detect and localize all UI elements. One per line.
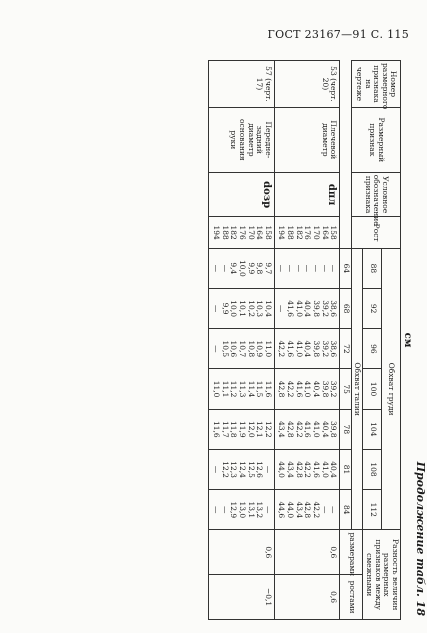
bust-value: 104	[363, 409, 382, 449]
cell-value: —	[320, 264, 330, 273]
table-row	[209, 61, 274, 620]
cell-value: 41,6	[286, 300, 296, 317]
height-value: 158	[329, 225, 339, 240]
header-designation: Условное обозначение признака	[351, 172, 400, 217]
cell-value: —	[212, 506, 222, 514]
waist-value: 72	[340, 329, 352, 369]
cell-value: —	[212, 304, 222, 313]
height-value: 182	[229, 225, 239, 240]
waist-value: 81	[340, 449, 352, 489]
cell-value: 11,6	[212, 420, 222, 438]
cell-value: —	[303, 264, 313, 273]
cell-value: —	[277, 304, 287, 313]
cell-value: 12,5	[246, 461, 256, 478]
row-number: 57 (черт. 17)	[209, 61, 274, 108]
waist-value: 64	[340, 248, 352, 288]
cell-value: 10,8	[246, 340, 256, 358]
bust-value: 100	[363, 369, 382, 409]
cell-value: 12,1	[255, 420, 265, 438]
cell-value: 44,6	[277, 501, 287, 519]
cell-value: —	[329, 506, 339, 514]
cell-value: —	[277, 264, 287, 273]
value-column	[274, 248, 339, 288]
cell-value: 9,4	[229, 262, 239, 275]
value-column	[209, 409, 274, 449]
cell-value: 39,8	[312, 340, 321, 358]
cell-value: 41,0	[294, 340, 304, 358]
diff-sizes: 0,6	[274, 530, 339, 575]
value-column	[209, 329, 274, 369]
cell-value: 10,7	[238, 340, 247, 358]
cell-value: 9,9	[246, 262, 256, 275]
rotated-table-page	[67, 60, 427, 620]
cell-value: 41,6	[286, 340, 296, 358]
cell-value: 10,0	[238, 260, 247, 277]
value-column	[274, 490, 339, 530]
header-height: Рост	[351, 217, 400, 248]
cell-value: 10,5	[220, 340, 230, 358]
waist-value: 78	[340, 409, 352, 449]
value-column	[274, 329, 339, 369]
height-value: 164	[255, 225, 265, 240]
cell-value: 11,5	[255, 380, 265, 398]
cell-value: 9,9	[220, 302, 230, 315]
cell-value: 11,1	[220, 380, 230, 398]
cell-value: 41,6	[312, 461, 321, 478]
value-column	[209, 369, 274, 409]
height-value: 176	[238, 225, 247, 240]
height-value: 170	[246, 225, 256, 240]
cell-value: 11,0	[212, 380, 222, 398]
value-column	[209, 490, 274, 530]
header-waist: Обхват талии	[351, 248, 363, 530]
cell-value: 10,2	[246, 300, 256, 317]
cell-value: 9,8	[255, 262, 265, 275]
diff-heights: 0,6	[274, 575, 339, 620]
cell-value: 42,8	[277, 380, 287, 398]
cell-value: 42,2	[286, 380, 296, 398]
waist-value: 84	[340, 490, 352, 530]
table-row	[274, 61, 339, 620]
cell-value: 10,6	[229, 340, 239, 358]
value-column	[274, 289, 339, 329]
header-difference: Разность величин размерных признаков между смежными	[363, 530, 401, 620]
cell-value: 9,7	[263, 262, 273, 275]
cell-value: 40,4	[303, 300, 313, 317]
cell-value: 43,4	[294, 501, 304, 519]
height-value: 194	[212, 225, 222, 240]
cell-value: 11,0	[263, 340, 273, 358]
height-value: 164	[320, 225, 330, 240]
diff-heights: −0,1	[209, 575, 274, 620]
row-feature: Передне-задний диаметр основания руки	[209, 107, 274, 172]
cell-value: 11,2	[229, 380, 239, 398]
cell-value: 39,2	[320, 300, 330, 317]
cell-value: 42,2	[303, 461, 313, 478]
cell-value: —	[294, 264, 304, 273]
cell-value: 41,0	[294, 300, 304, 317]
cell-value: 38,6	[329, 300, 339, 317]
cell-value: 41,0	[320, 461, 330, 478]
cell-value: 42,2	[277, 340, 287, 358]
cell-value: 10,3	[255, 300, 265, 317]
cell-value: —	[212, 264, 222, 273]
cell-value: —	[329, 264, 339, 273]
cell-value: 13,2	[255, 501, 265, 519]
row-number: 53 (черт. 20)	[274, 61, 339, 108]
table-caption: Продолжение табл. 18	[414, 461, 427, 616]
header-number: Номер размерного признака на чертеже	[351, 61, 400, 108]
height-value: 182	[294, 225, 304, 240]
cell-value: 39,2	[320, 340, 330, 358]
bust-value: 88	[363, 248, 382, 288]
header-diff-heights: ростами	[340, 575, 363, 620]
table-body	[209, 61, 340, 620]
cell-value: 12,0	[246, 420, 256, 438]
cell-value: 12,6	[255, 461, 265, 478]
cell-value: 43,4	[286, 461, 296, 478]
cell-value: —	[220, 264, 230, 273]
cell-value: 38,6	[329, 340, 339, 358]
cell-value: 42,8	[303, 501, 313, 519]
cell-value: 12,9	[229, 501, 239, 519]
height-value: 170	[312, 225, 321, 240]
cell-value: 12,4	[238, 461, 247, 478]
header-feature: Размерный признак	[351, 107, 400, 172]
cell-value: 44,0	[277, 461, 287, 478]
cell-value: 13,1	[246, 501, 256, 519]
cell-value: 12,2	[263, 420, 273, 438]
row-heights	[209, 217, 274, 248]
cell-value: 10,9	[255, 340, 265, 358]
cell-value: 40,4	[303, 340, 313, 358]
cell-value: 10,1	[238, 300, 247, 317]
cell-value: —	[320, 506, 330, 514]
cell-value: 40,4	[312, 380, 321, 398]
cell-value: 43,4	[277, 420, 287, 438]
cell-value: —	[263, 465, 273, 474]
row-feature: Плечевой диаметр	[274, 107, 339, 172]
cell-value: 40,4	[320, 420, 330, 438]
cell-value: 11,3	[238, 380, 247, 398]
bust-value: 96	[363, 329, 382, 369]
waist-value: 75	[340, 369, 352, 409]
cell-value: —	[263, 506, 273, 514]
cell-value: 13,0	[238, 501, 247, 519]
cell-value: 11,9	[238, 420, 247, 438]
value-column	[209, 449, 274, 489]
cell-value: 11,4	[246, 380, 256, 398]
cell-value: 41,0	[312, 420, 321, 438]
cell-value: 44,0	[286, 501, 296, 519]
cell-value: 11,7	[220, 420, 230, 438]
cell-value: 10,0	[229, 300, 239, 317]
cell-value: 42,8	[294, 461, 304, 478]
waist-value: 68	[340, 289, 352, 329]
cell-value: 39,8	[320, 380, 330, 398]
cell-value: 42,2	[294, 420, 304, 438]
cell-value: —	[286, 264, 296, 273]
unit-label: см	[402, 332, 413, 348]
cell-value: 41,6	[294, 380, 304, 398]
cell-value: 42,2	[312, 501, 321, 519]
document-id: ГОСТ 23167—91 С. 115	[267, 28, 409, 41]
row-designation: dозр	[209, 172, 274, 217]
cell-value: 10,4	[263, 300, 273, 317]
cell-value: —	[212, 345, 222, 353]
cell-value: 40,4	[329, 461, 339, 478]
row-designation: dпл	[274, 172, 339, 217]
cell-value: —	[312, 264, 321, 273]
diff-sizes: 0,6	[209, 530, 274, 575]
cell-value: —	[220, 506, 230, 514]
row-heights	[274, 217, 339, 248]
height-value: 194	[277, 225, 287, 240]
bust-value: 112	[363, 490, 382, 530]
height-value: 158	[263, 225, 273, 240]
height-value: 188	[286, 225, 296, 240]
cell-value: —	[212, 465, 222, 474]
value-column	[274, 409, 339, 449]
value-column	[274, 449, 339, 489]
header-diff-sizes: размерами	[340, 530, 363, 575]
cell-value: 41,6	[303, 420, 313, 438]
data-table	[209, 60, 402, 620]
cell-value: 42,8	[286, 420, 296, 438]
cell-value: 11,8	[229, 420, 239, 438]
cell-value: 39,8	[312, 300, 321, 317]
cell-value: 12,2	[220, 461, 230, 478]
bust-value: 92	[363, 289, 382, 329]
value-column	[209, 248, 274, 288]
bust-value: 108	[363, 449, 382, 489]
value-column	[274, 369, 339, 409]
cell-value: 41,0	[303, 380, 313, 398]
cell-value: 39,8	[329, 420, 339, 438]
header-bust: Обхват груди	[382, 248, 401, 530]
height-value: 176	[303, 225, 313, 240]
cell-value: 39,2	[329, 380, 339, 398]
cell-value: 12,3	[229, 461, 239, 478]
cell-value: 11,6	[263, 380, 273, 398]
height-value: 188	[220, 225, 230, 240]
value-column	[209, 289, 274, 329]
